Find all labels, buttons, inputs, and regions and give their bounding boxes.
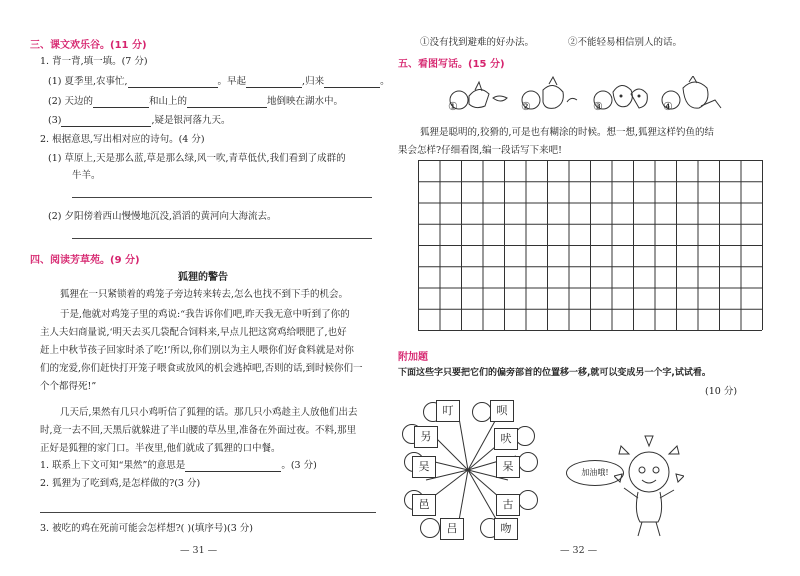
q1-1-text-c: ,归来 xyxy=(302,76,325,87)
section-5-title: 五、看图写话。(15 分) xyxy=(398,59,505,70)
page-number-left: — 31 — xyxy=(180,545,218,556)
char-box: 另 xyxy=(414,426,438,448)
answer-blank[interactable] xyxy=(187,98,267,108)
answer-circle[interactable] xyxy=(518,452,538,472)
q1-1-text-d: 。 xyxy=(380,76,390,87)
story-paragraph-2-line: 于是,他就对鸡笼子里的鸡说:“我告诉你们吧,昨天我无意中听到了你的 xyxy=(60,309,350,320)
sun-mascot-icon xyxy=(614,432,684,542)
answer-blank[interactable] xyxy=(128,78,218,88)
picture-strip xyxy=(445,76,735,118)
picture-number-2: ② xyxy=(521,100,531,113)
answer-blank[interactable] xyxy=(61,117,151,127)
page-number-right: — 32 — xyxy=(560,545,598,556)
answer-circle[interactable] xyxy=(472,402,492,422)
section-4-title: 四、阅读芳草苑。(9 分) xyxy=(30,255,140,266)
q1-2-text-b: 和山上的 xyxy=(148,96,187,107)
q1-2-text-c: 地倒映在湖水中。 xyxy=(267,96,344,107)
extra-question-instruction: 下面这些字只要把它们的偏旁部首的位置移一移,就可以变成另一个字,试试看。 xyxy=(398,368,711,378)
answer-line[interactable] xyxy=(40,512,376,513)
question-1-line-1 xyxy=(48,75,390,88)
answer-circle[interactable] xyxy=(515,426,535,446)
reading-question-1 xyxy=(40,459,317,472)
option-2: ②不能轻易相信别人的话。 xyxy=(568,37,683,48)
q1-1-text-b: 。早起 xyxy=(217,76,247,87)
speech-bubble: 加油哦! xyxy=(566,460,624,486)
q1-2-text-a: (2) 天边的 xyxy=(48,96,93,107)
char-box: 古 xyxy=(496,494,520,516)
question-2-sub-2: (2) 夕阳傍着西山慢慢地沉没,滔滔的黄河向大海流去。 xyxy=(48,211,277,222)
answer-line[interactable] xyxy=(72,197,372,198)
story-paragraph-3-line: 几天后,果然有几只小鸡听信了狐狸的话。那几只小鸡趁主人放他们出去 xyxy=(60,407,358,418)
question-1-line-3 xyxy=(48,114,231,127)
char-box: 叮 xyxy=(436,400,460,422)
q1-1-text-a: (1) 夏季里,农事忙, xyxy=(48,76,128,87)
question-2-sub-1: (1) 草原上,天是那么蓝,草是那么绿,风一吹,青草低伏,我们看到了成群的 xyxy=(48,153,346,164)
char-box: 吴 xyxy=(412,456,436,478)
char-box: 邑 xyxy=(412,494,436,516)
answer-line[interactable] xyxy=(72,238,372,239)
char-box: 吕 xyxy=(440,518,464,540)
writing-grid[interactable] xyxy=(418,160,764,332)
reading-question-3: 3. 被吃的鸡在死前可能会怎样想?( )(填序号)(3 分) xyxy=(40,523,253,534)
answer-blank[interactable] xyxy=(246,78,302,88)
story-title: 狐狸的警告 xyxy=(178,272,228,283)
q1-3-text-b: ,疑是银河落九天。 xyxy=(151,115,231,126)
extra-question-score: (10 分) xyxy=(705,386,738,397)
char-box: 吠 xyxy=(494,428,518,450)
answer-blank[interactable] xyxy=(93,98,149,108)
writing-prompt-line-2: 果会怎样?仔细看图,编一段话写下来吧! xyxy=(398,145,562,156)
story-paragraph-2-line: 主人夫妇商量说,‘明天去买几袋配合饲料来,早点儿把这窝鸡给喂肥了,也好 xyxy=(40,327,347,338)
answer-circle[interactable] xyxy=(420,518,440,538)
fox-fishing-pictures xyxy=(445,76,735,118)
story-paragraph-2-line: 赶上中秋节孩子回家时杀了吃!’所以,你们别以为主人喂你们好食料就是对你 xyxy=(40,345,354,356)
fox-cartoon-1 xyxy=(450,82,507,109)
question-1-label: 1. 背一背,填一填。(7 分) xyxy=(40,56,148,67)
story-paragraph-3-line: 正好是狐狸的家门口。半夜里,他们就成了狐狸的口中餐。 xyxy=(40,443,281,454)
answer-circle[interactable] xyxy=(518,490,538,510)
answer-blank[interactable] xyxy=(185,462,281,472)
answer-blank[interactable] xyxy=(324,78,380,88)
char-box: 呆 xyxy=(496,456,520,478)
picture-number-4: ④ xyxy=(663,100,673,113)
writing-prompt-line-1: 狐狸是聪明的,狡猾的,可是也有糊涂的时候。想一想,狐狸这样钓鱼的结 xyxy=(420,127,715,138)
question-2-label: 2. 根据意思,写出相对应的诗句。(4 分) xyxy=(40,134,205,145)
story-paragraph-1: 狐狸在一只紧锁着的鸡笼子旁边转来转去,怎么也找不到下手的机会。 xyxy=(60,289,349,300)
q1-3-text-a: (3) xyxy=(48,115,62,126)
extra-question-title: 附加题 xyxy=(398,352,428,363)
story-paragraph-2-line: 个个都得死!” xyxy=(40,381,97,392)
reading-question-2: 2. 狐狸为了吃到鸡,是怎样做的?(3 分) xyxy=(40,478,201,489)
option-1: ①没有找到避难的好办法。 xyxy=(420,37,535,48)
char-box: 呗 xyxy=(490,400,514,422)
question-1-line-2 xyxy=(48,95,343,108)
char-box: 吻 xyxy=(494,518,518,540)
picture-number-1: ① xyxy=(448,100,458,113)
picture-number-3: ③ xyxy=(593,100,603,113)
story-paragraph-3-line: 时,竟一去不回,天黑后就躲进了半山腰的草丛里,准备在外面过夜。不料,那里 xyxy=(40,425,357,436)
question-2-sub-1-cont: 牛羊。 xyxy=(72,170,101,181)
story-paragraph-2-line: 们的宠爱,你们赶快打开笼子喂食或放风的机会逃掉吧,否则的话,到时候你们一 xyxy=(40,363,363,374)
section-3-title: 三、课文欢乐谷。(11 分) xyxy=(30,40,147,51)
rq1-text-b: 。(3 分) xyxy=(281,460,317,471)
rq1-text-a: 1. 联系上下文可知“果然”的意思是 xyxy=(40,460,186,471)
